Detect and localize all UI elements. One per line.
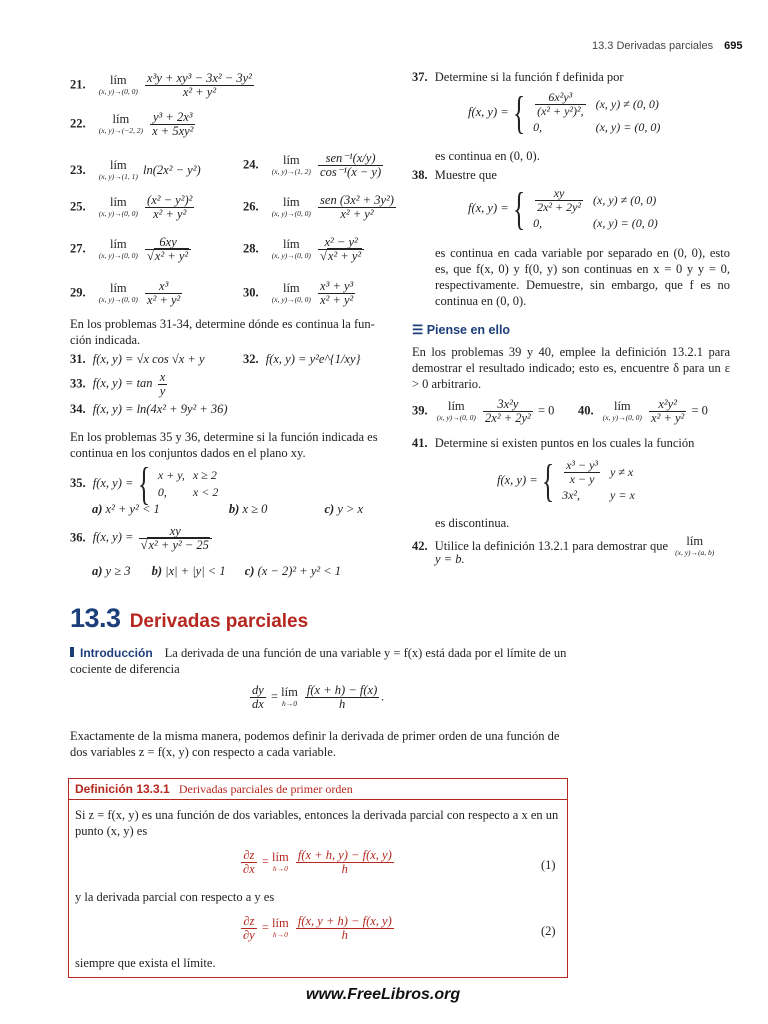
problem-40: 40. lím (x, y)→(0, 0) $\frac{\text{x²y²}}{\text{x² + y²}}$ = 0 xyxy=(578,397,708,425)
left-brace: { xyxy=(541,455,554,506)
limit-op: lím (x, y)→(1, 1) xyxy=(98,158,138,181)
piecewise-cases: $\frac{xy}{\text{2x² + 2y²}}$ (x, y) ≠ (0, 0) 0, (x, y) = (0, 0) xyxy=(533,186,658,230)
problem-41-conclusion: es discontinua. xyxy=(435,516,510,530)
limit-op: lím (x, y)→(0, 0) xyxy=(98,194,138,218)
section-heading xyxy=(70,603,308,634)
equation-tag-2: (2) xyxy=(541,924,556,938)
fraction: $\frac{\text{x³ + y³}}{\text{x² + y²}}$ xyxy=(320,279,354,307)
fraction: $\frac{\text{x³y + xy³ − 3x² − 3y²}}{\text{x² + y²}}$ xyxy=(147,71,252,99)
problem-38-conclusion: es continua en cada variable por separado en (0, 0), esto es, que f(x, 0) y f(0, y) son continuas en x = 0 y y = 0, respectivamente. Demuestre, sin embargo, que f es no continua en (0, 0). xyxy=(435,246,730,308)
think-instructions: En los problemas 39 y 40, emplee la definición 13.2.1 para demostrar el resultado indicado; esto es, encuentre δ para un ε > 0 arbitrario. xyxy=(412,345,730,391)
problem-42: 42. Utilice la definición 13.2.1 para demostrar que lím (x, y)→(a, b) xyxy=(412,534,715,557)
problem-34: 34. f(x, y) = ln(4x² + 9y² + 36) xyxy=(70,402,228,416)
limit-op: lím (x, y)→(0, 0) xyxy=(271,280,311,304)
problem-42-conclusion: y = b. xyxy=(435,552,465,566)
fraction: $\frac{\text{3x²y}}{\text{2x² + 2y²}}$ xyxy=(485,397,531,425)
footer-url[interactable]: www.FreeLibros.org xyxy=(306,986,461,1003)
bullet-square-icon xyxy=(70,647,74,657)
problem-number: 21. xyxy=(70,77,86,92)
definition-line-2: y la derivada parcial con respecto a y es xyxy=(75,890,275,904)
problem-36: 36. f(x, y) = $\frac{xy}{\text{√x² + y² − 25}}$ xyxy=(70,525,214,552)
problem-41: 41. Determine si existen puntos en los cuales la función xyxy=(412,436,695,450)
partial-y-equation: $\frac{\partial z}{\partial y}$ = lím h→0 $\frac{f(x, y + h) - f(x, y)}{h}$ xyxy=(243,914,392,942)
fraction: $\frac{\text{x³}}{\text{x² + y²}}$ xyxy=(147,279,181,307)
problem-30: 30. lím (x, y)→(0, 0) $\frac{\text{x³ + y³}}{\text{x² + y²}}$ xyxy=(243,279,354,307)
equation-tag-1: (1) xyxy=(541,858,556,872)
fraction: $\frac{xy}{\text{√x² + y² − 25}}$ xyxy=(139,525,212,552)
limit-op: lím (x, y)→(0, 0) xyxy=(98,236,138,260)
limit-op: lím (x, y)→(1, 2) xyxy=(271,152,311,176)
problem-37-conclusion: es continua en (0, 0). xyxy=(435,149,540,163)
limit-op: lím (x, y)→(0, 0) xyxy=(271,194,311,218)
piecewise-cases: $\frac{\text{x³ − y³}}{x - y}$ y ≠ x 3x², y = x xyxy=(562,458,635,502)
section-number: 13.3 xyxy=(70,603,121,633)
derivative-definition-equation: $\frac{dy}{dx}$ = lím h→0 $\frac{f(x + h) - f(x)}{h}$ . xyxy=(252,683,385,711)
problem-28: 28. lím (x, y)→(0, 0) $\frac{\text{x² − y²}}{\text{√x² + y²}}$ xyxy=(243,236,366,263)
problem-32: 32. f(x, y) = y²e^{1/xy} xyxy=(243,352,361,366)
problem-38-function: f(x, y) = { $\frac{xy}{\text{2x² + 2y²}}$ (x, y) ≠ (0, 0) 0, (x, y) = (0, 0) xyxy=(468,186,662,232)
page-number: 695 xyxy=(724,40,743,52)
left-brace: { xyxy=(512,87,525,138)
limit-op: lím (x, y)→(0, 0) xyxy=(98,280,138,304)
instructions-35-36: En los problemas 35 y 36, determine si la función indicada es continua en los conjuntos dados en el plano xy. xyxy=(70,430,378,460)
limit-op: lím (x, y)→(−2, 2) xyxy=(98,111,143,135)
limit-op: lím (x, y)→(0, 0) xyxy=(271,236,311,260)
fraction: $\frac{\text{sen (3x² + 3y²)}}{\text{x² + y²}}$ xyxy=(320,193,394,221)
problem-24: 24. lím (x, y)→(1, 2) $\frac{\text{sen⁻¹(x/y)}}{\text{cos⁻¹(x − y)}}$ xyxy=(243,151,382,179)
problem-39: 39. lím (x, y)→(0, 0) $\frac{\text{3x²y}}{\text{2x² + 2y²}}$ = 0 xyxy=(412,397,555,425)
fraction: $\frac{\text{y³ + 2x³}}{\text{x + 5xy²}}$ xyxy=(152,110,194,138)
fraction: $\frac{6xy}{\text{√x² + y²}}$ xyxy=(145,236,191,263)
second-paragraph: Exactamente de la misma manera, podemos definir la derivada de primer orden de una función de dos variables z = f(x, y) con respecto a cada variable. xyxy=(70,729,560,759)
intro-paragraph xyxy=(70,645,568,677)
limit-op: lím (x, y)→(0, 0) xyxy=(98,72,138,96)
problem-22: 22. lím (x, y)→(−2, 2) $\frac{\text{y³ + 2x³}}{\text{x + 5xy²}}$ xyxy=(70,110,194,138)
problem-31: 31. f(x, y) = √x cos √x + y xyxy=(70,352,205,366)
problem-37: 37. Determine si la función f definida por xyxy=(412,70,624,84)
definition-header xyxy=(69,779,567,800)
left-brace: { xyxy=(137,458,150,509)
problem-29: 29. lím (x, y)→(0, 0) $\frac{\text{x³}}{\text{x² + y²}}$ xyxy=(70,279,181,307)
limit-op: lím (x, y)→(a, b) xyxy=(675,534,715,557)
think-heading: ☰ Piense en ello xyxy=(412,323,511,337)
problem-36-parts: a) y ≥ 3 b) |x| + |y| < 1 c) (x − 2)² + y² < 1 xyxy=(92,564,342,578)
limit-op: lím (x, y)→(0, 0) xyxy=(602,398,642,422)
problem-23: 23. lím (x, y)→(1, 1) ln(2x² − y²) xyxy=(70,158,201,181)
problem-25: 25. lím (x, y)→(0, 0) $\frac{\text{(x² − y²)²}}{\text{x² + y²}}$ xyxy=(70,193,193,221)
fraction: $\frac{x}{y}$ xyxy=(159,370,166,398)
problem-26: 26. lím (x, y)→(0, 0) $\frac{\text{sen (3x² + 3y²)}}{\text{x² + y²}}$ xyxy=(243,193,394,221)
section-title: Derivadas parciales xyxy=(129,611,309,632)
left-brace: { xyxy=(512,183,525,234)
problem-38: 38. Muestre que xyxy=(412,168,497,182)
running-head xyxy=(592,40,743,52)
definition-line-3: siempre que exista el límite. xyxy=(75,956,216,970)
problem-27: 27. lím (x, y)→(0, 0) $\frac{6xy}{\text{√x² + y²}}$ xyxy=(70,236,193,263)
expression: ln(2x² − y²) xyxy=(143,162,201,177)
intro-label: Introducción xyxy=(80,646,153,660)
piecewise-cases: $\frac{\text{6x²y³}}{\text{(x² + y²)²,}}$ (x, y) ≠ (0, 0) 0, (x, y) = (0, 0) xyxy=(533,90,661,134)
instructions-31-34: En los problemas 31-34, determine dónde es continua la fun-ción indicada. xyxy=(70,317,375,347)
problem-35-parts: a) x² + y² < 1 b) x ≥ 0 c) y > x xyxy=(92,502,364,516)
definition-box xyxy=(68,778,568,978)
problem-21 xyxy=(70,72,256,99)
menu-lines-icon: ☰ xyxy=(412,323,424,337)
problem-33: 33. f(x, y) = tan $\frac{x}{y}$ xyxy=(70,370,166,398)
definition-label: Definición 13.3.1 xyxy=(75,782,170,796)
section-running-title: 13.3 Derivadas parciales xyxy=(592,40,714,52)
fraction: $\frac{\text{x² − y²}}{\text{√x² + y²}}$ xyxy=(318,236,364,263)
partial-x-equation: $\frac{\partial z}{\partial x}$ = lím h→0 $\frac{f(x + h, y) - f(x, y)}{h}$ xyxy=(243,848,392,876)
limit-op: lím (x, y)→(0, 0) xyxy=(436,398,476,422)
fraction: $\frac{\text{(x² − y²)²}}{\text{x² + y²}}$ xyxy=(147,193,193,221)
intro-text: La derivada de una función de una variable y = f(x) está dada por el límite de un cociente de diferencia xyxy=(70,646,567,676)
definition-line-1: Si z = f(x, y) es una función de dos variables, entonces la derivada parcial con respecto a x en un punto (x, y) es xyxy=(75,808,559,838)
piecewise-cases: x + y, x ≥ 2 0, x < 2 xyxy=(157,468,219,499)
definition-title: Derivadas parciales de primer orden xyxy=(178,782,353,796)
problem-41-function: f(x, y) = { $\frac{\text{x³ − y³}}{x - y}$ y ≠ x 3x², y = x xyxy=(497,458,639,504)
problem-37-function: f(x, y) = { $\frac{\text{6x²y³}}{\text{(x² + y²)²,}}$ (x, y) ≠ (0, 0) 0, (x, y) = (0, 0) xyxy=(468,90,664,136)
fraction: $\frac{\text{x²y²}}{\text{x² + y²}}$ xyxy=(651,397,685,425)
fraction: $\frac{\text{sen⁻¹(x/y)}}{\text{cos⁻¹(x − y)}}$ xyxy=(320,151,382,179)
problem-35: 35. f(x, y) = { x + y, x ≥ 2 0, x < 2 xyxy=(70,461,222,507)
